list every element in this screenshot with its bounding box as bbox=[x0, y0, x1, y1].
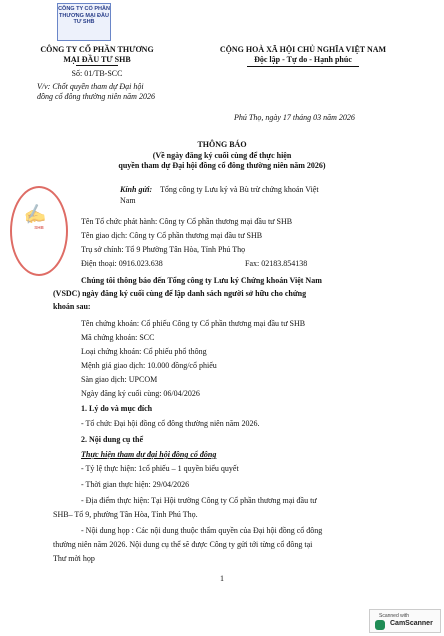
venue-line-1: - Địa điểm thực hiện: Tại Hội trường Công ty Cổ phần thương mại đầu tư bbox=[81, 496, 317, 505]
motto-underline bbox=[247, 66, 359, 67]
company-name-line-2: MẠI ĐẦU TƯ SHB bbox=[63, 55, 131, 64]
voting-ratio: - Tỷ lệ thực hiện: 1cổ phiếu – 1 quyền biểu quyết bbox=[81, 464, 239, 473]
exchange: Sàn giao dịch: UPCOM bbox=[81, 375, 158, 384]
intro-line-1: Chúng tôi thông báo đến Tổng công ty Lưu ký Chứng khoán Việt Nam bbox=[81, 276, 322, 285]
venue-line-2: SHB– Tổ 9, phường Tân Hòa, Tỉnh Phú Thọ. bbox=[53, 510, 198, 519]
meeting-time: - Thời gian thực hiện: 29/04/2026 bbox=[81, 480, 190, 489]
issue-date: Phú Thọ, ngày 17 tháng 03 năm 2026 bbox=[234, 113, 355, 122]
motto: Độc lập - Tự do - Hạnh phúc bbox=[254, 55, 352, 64]
section-1-heading: 1. Lý do và mục đích bbox=[81, 404, 153, 413]
content-line-2: thường niên năm 2026. Nội dung cụ thể sẽ được Công ty gửi tới từng cổ đông tại bbox=[53, 540, 313, 549]
security-type: Loại chứng khoán: Cổ phiếu phổ thông bbox=[81, 347, 207, 356]
recipient-label: Kính gửi: bbox=[120, 185, 153, 194]
fax: Fax: 02183.854138 bbox=[245, 259, 308, 268]
record-date: Ngày đăng ký cuối cùng: 06/04/2026 bbox=[81, 389, 200, 398]
notice-subtitle-2: quyền tham dự Đại hội đồng cổ đông thường niên năm 2026) bbox=[118, 161, 326, 170]
camscanner-logo-icon bbox=[375, 620, 385, 630]
intro-line-3: khoán sau: bbox=[53, 302, 91, 311]
notice-subtitle-1: (Về ngày đăng ký cuối cùng để thực hiện bbox=[152, 151, 292, 160]
document-number: Số: 01/TB-SCC bbox=[71, 69, 123, 78]
camscanner-watermark bbox=[369, 609, 441, 633]
purpose: - Tổ chức Đại hội đồng cổ đông thường niên năm 2026. bbox=[81, 419, 260, 428]
page-number: 1 bbox=[220, 574, 224, 583]
issuer-name: Tên Tổ chức phát hành: Công ty Cổ phần thương mại đầu tư SHB bbox=[81, 217, 293, 226]
scanner-name: CamScanner bbox=[390, 620, 433, 627]
stamp-text: CÔNG TY CỔ PHẦN THƯƠNG MẠI ĐẦU TƯ SHB bbox=[58, 6, 110, 26]
company-name-line-1: CÔNG TY CỔ PHẦN THƯƠNG bbox=[40, 45, 154, 54]
company-underline bbox=[76, 65, 118, 66]
section-2-heading: 2. Nội dung cụ thể bbox=[81, 435, 144, 444]
section-2-subheading: Thực hiện tham dự đại hội đồng cổ đông bbox=[81, 450, 217, 459]
intro-line-2: (VSDC) ngày đăng ký cuối cùng để lập danh sách người sở hữu cho chứng bbox=[53, 289, 307, 298]
trade-name: Tên giao dịch: Công ty Cổ phần thương mại đầu tư SHB bbox=[81, 231, 263, 240]
recipient-line-1: Tổng công ty Lưu ký và Bù trừ chứng khoán Việt bbox=[160, 185, 319, 194]
subject-line-1: V/v: Chốt quyền tham dự Đại hội bbox=[37, 82, 144, 91]
par-value: Mệnh giá giao dịch: 10.000 đồng/cổ phiếu bbox=[81, 361, 217, 370]
signature-icon: ✍ bbox=[22, 202, 48, 227]
content-line-3: Thư mời họp bbox=[53, 554, 95, 563]
red-seal-icon: SHB bbox=[10, 186, 68, 276]
subject-line-2: đồng cổ đông thường niên năm 2026 bbox=[37, 92, 155, 101]
content-line-1: - Nội dung họp : Các nội dung thuộc thẩm quyền của Đại hội đồng cổ đông bbox=[81, 526, 323, 535]
recipient-line-2: Nam bbox=[120, 196, 136, 205]
notice-title: THÔNG BÁO bbox=[197, 140, 247, 149]
scanner-label: Scanned with bbox=[379, 613, 410, 619]
security-name: Tên chứng khoán: Cổ phiếu Công ty Cổ phần thương mại đầu tư SHB bbox=[81, 319, 306, 328]
head-office: Trụ sở chính: Tổ 9 Phường Tân Hòa, Tỉnh Phú Thọ bbox=[81, 245, 246, 254]
phone: Điện thoại: 0916.023.638 bbox=[81, 259, 163, 268]
company-stamp bbox=[57, 3, 111, 41]
security-code: Mã chứng khoán: SCC bbox=[81, 333, 155, 342]
country-heading: CỘNG HOÀ XÃ HỘI CHỦ NGHĨA VIỆT NAM bbox=[219, 45, 387, 54]
